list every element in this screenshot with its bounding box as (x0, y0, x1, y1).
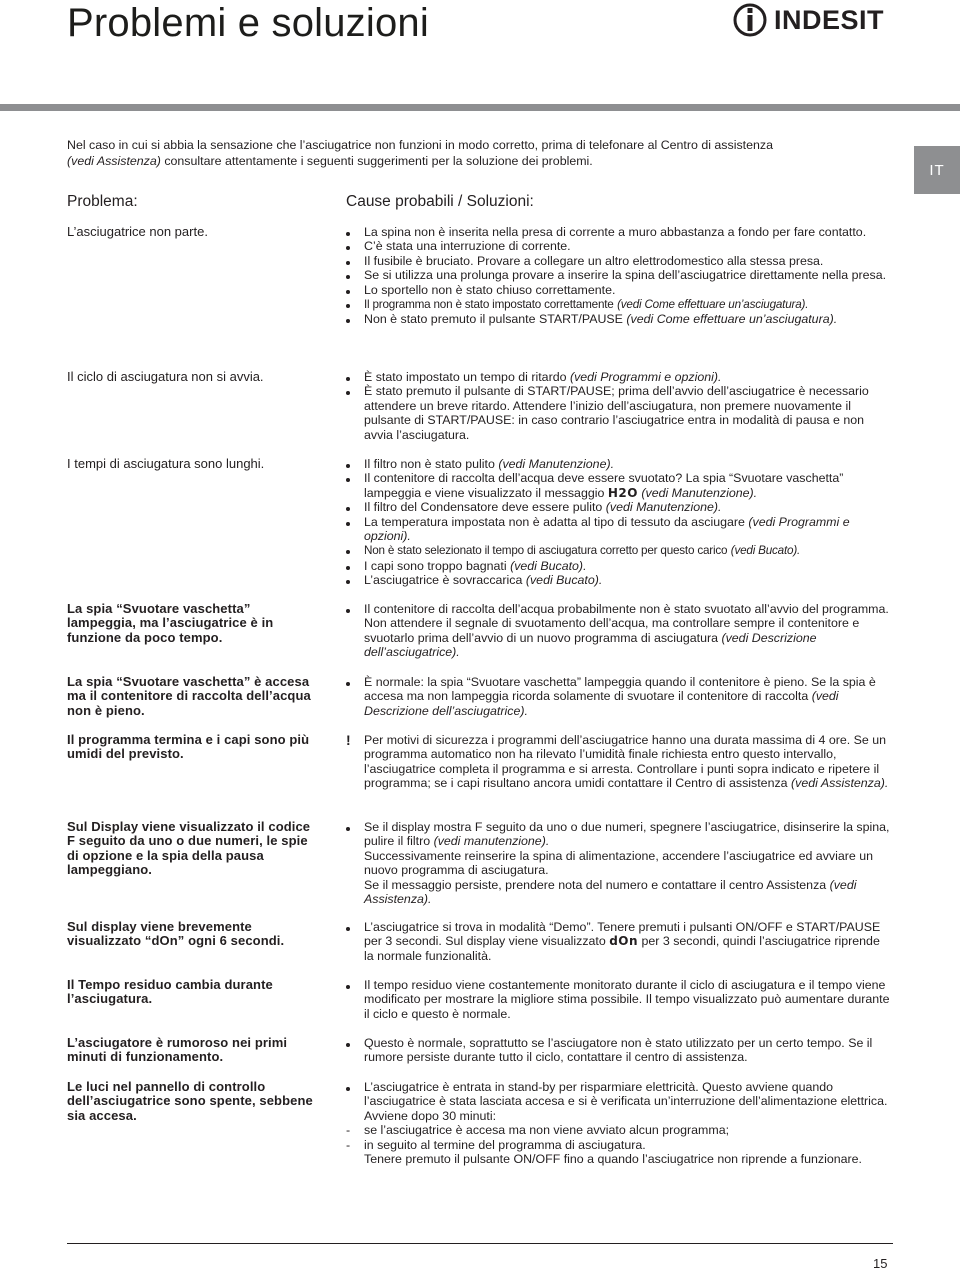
continuation-text: Tenere premuto il pulsante ON/OFF fino a quando l’asciugatrice non riprende a funzionare. (364, 1152, 862, 1167)
cause-item (346, 978, 892, 1021)
cause-text: in seguito al termine del programma di asciugatura. (364, 1137, 646, 1152)
cause-item (346, 457, 892, 471)
bullet-icon (346, 312, 360, 326)
cause-item (346, 500, 892, 514)
bullet-icon (346, 254, 360, 268)
problem-text: Il Tempo residuo cambia durante l’asciugatura. (67, 977, 273, 1007)
cause-reference: (vedi Descrizione dell’asciugatrice). (364, 689, 839, 718)
header-divider (0, 104, 960, 111)
bullet-icon (346, 559, 360, 573)
cause-item (346, 602, 892, 660)
causes-list (346, 602, 892, 660)
bullet-icon (346, 297, 360, 311)
cause-text: Il contenitore di raccolta dell’acqua deve essere svuotato? La spia “Svuotare vaschetta” lampeggia e viene visualizzato il messaggio (364, 471, 844, 500)
cause-text: È stato impostato un tempo di ritardo (364, 370, 567, 384)
bullet-dot (346, 507, 350, 511)
cause-text: Se si utilizza una prolunga provare a inserire la spina dell’asciugatrice direttamente nella presa. (364, 268, 887, 283)
page-number: 15 (873, 1256, 888, 1271)
cause-text: È stato premuto il pulsante di START/PAUSE; prima dell’avvio dell’asciugatrice è necessario attendere un breve ritardo. Attendere l’inizio dell’asciugatura, non premere nuovamente il pulsante di START/PAUSE: in caso contrario l’asciugatrice entra in modalità di pausa e non avvia l’asciugatura. (364, 384, 869, 442)
bullet-icon (346, 471, 360, 485)
bullet-icon (346, 602, 360, 616)
logo-power-icon (732, 2, 768, 38)
indesit-logo (732, 2, 884, 38)
bullet-dot (346, 246, 350, 250)
problem-text: Sul Display viene visualizzato il codice F seguito da uno o due numeri, le spie di opzione e la spia della pausa lampeggiano. (67, 819, 311, 878)
bullet-icon (346, 820, 360, 834)
cause-item (346, 370, 892, 384)
footer-divider (67, 1243, 893, 1244)
display-code: dOn (609, 934, 639, 949)
cause-text: Il filtro non è stato pulito (364, 457, 495, 471)
bullet-icon (346, 1080, 360, 1094)
bullet-icon (346, 370, 360, 384)
continuation-text: Successivamente reinserire la spina di alimentazione, accendere l’asciugatrice ed avviare un nuovo programma di asciugatura. (364, 848, 873, 878)
cause-text: Lo sportello non è stato chiuso correttamente. (364, 282, 616, 297)
problem-text: I tempi di asciugatura sono lunghi. (67, 456, 265, 471)
cause-reference: (vedi Assistenza). (791, 776, 889, 791)
cause-item (346, 820, 892, 849)
intro-paragraph (67, 137, 877, 169)
problem-text: Sul display viene brevemente visualizzato “dOn” ogni 6 secondi. (67, 919, 285, 949)
bullet-dot (346, 304, 350, 308)
problem-text: Le luci nel pannello di controllo dell’asciugatrice sono spente, sebbene sia accesa. (67, 1079, 313, 1123)
cause-reference: (vedi Manutenzione). (641, 485, 758, 500)
cause-text: Il contenitore di raccolta dell’acqua probabilmente non è stato svuotato all’avvio del programma. Non attendere il segnale di svuotamento dell’acqua, ma controllare sempre il contenitore e svuotarlo prima dell’avvio di un nuovo programma di asciugatura (364, 602, 889, 645)
cause-item (346, 268, 892, 282)
causes-list (346, 225, 892, 327)
cause-text: È normale: la spia “Svuotare vaschetta” lampeggia quando il contenitore è pieno. Se la spia è accesa ma non lampeggia ricorda solamente di svuotare il contenitore di raccolta (364, 675, 876, 704)
cause-reference: (vedi Manutenzione). (605, 500, 722, 515)
bullet-icon (346, 268, 360, 282)
language-tab: IT (914, 146, 960, 194)
causes-list (346, 675, 892, 718)
bullet-dot (346, 927, 350, 931)
cause-text: Non è stato selezionato il tempo di asciugatura corretto per questo carico (364, 544, 728, 558)
cause-item (346, 543, 892, 558)
bullet-icon (346, 573, 360, 587)
cause-text: L’asciugatrice è entrata in stand-by per risparmiare elettricità. Questo avviene quando l’asciugatrice è stata lasciata accesa e si è verificata un’interruzione dell’alimentazione elettrica. Avviene dopo 30 minuti: (364, 1080, 888, 1123)
bullet-icon (346, 384, 360, 398)
causes-list (346, 1036, 892, 1065)
intro-text-2: consultare attentamente i seguenti suggerimenti per la soluzione dei problemi. (160, 154, 593, 168)
cause-reference: (vedi Assistenza). (364, 877, 857, 907)
cause-text: se l’asciugatrice è accesa ma non viene avviato alcun programma; (364, 1123, 730, 1138)
cause-item (346, 239, 892, 253)
dash-icon: - (346, 1123, 351, 1138)
cause-item (346, 1123, 892, 1137)
causes-list (346, 920, 892, 963)
warning-icon: ! (346, 732, 351, 748)
cause-reference: (vedi Manutenzione). (498, 457, 615, 471)
bullet-icon (346, 978, 360, 992)
cause-item (346, 515, 892, 544)
cause-item (346, 225, 892, 239)
cause-reference: (vedi Bucato). (510, 558, 587, 573)
bullet-icon (346, 1036, 360, 1050)
intro-reference: (vedi Assistenza) (67, 154, 161, 168)
cause-item (346, 733, 892, 791)
bullet-icon (346, 239, 360, 253)
bullet-dot (346, 522, 350, 526)
bullet-dot (346, 1043, 350, 1047)
causes-list (346, 978, 892, 1021)
causes-list (346, 1080, 892, 1166)
problem-text: L’asciugatrice non parte. (67, 224, 208, 239)
bullet-dot (346, 290, 350, 294)
bullet-dot (346, 319, 350, 323)
cause-item (346, 573, 892, 587)
cause-continuation (346, 1152, 892, 1166)
causes-list (346, 733, 892, 791)
cause-text: Per motivi di sicurezza i programmi dell’asciugatrice hanno una durata massima di 4 ore. Se un programma automatico non ha rilevato l’umidità finale richiesta entro questo intervallo, l’asciugatrice completa il programma e si arresta. Controllare i punti sopra indicato e ripetere il programma; se i capi risultano ancora umidi contattare il Centro di assistenza (364, 733, 887, 791)
cause-item (346, 920, 892, 963)
intro-text: Nel caso in cui si abbia la sensazione che l’asciugatrice non funzioni in modo corretto, prima di telefonare al Centro di assistenza (67, 138, 773, 152)
bullet-dot (346, 609, 350, 613)
cause-text: L’asciugatrice è sovraccarica (364, 573, 523, 588)
problem-text: Il ciclo di asciugatura non si avvia. (67, 369, 264, 384)
bullet-dot (346, 261, 350, 265)
bullet-dot (346, 232, 350, 236)
bullet-dot (346, 550, 350, 554)
causes-list (346, 820, 892, 906)
bullet-icon (346, 543, 360, 557)
causes-list (346, 457, 892, 588)
cause-text: Il programma non è stato impostato correttamente (364, 298, 614, 312)
cause-item (346, 675, 892, 718)
cause-reference: (vedi Programmi e opzioni). (364, 514, 850, 544)
cause-text: C’è stata una interruzione di corrente. (364, 239, 571, 254)
cause-text: Il fusibile è bruciato. Provare a collegare un altro elettrodomestico alla stessa presa. (364, 253, 824, 268)
cause-text: Il filtro del Condensatore deve essere pulito (364, 500, 603, 515)
cause-continuation (346, 849, 892, 878)
problem-text: La spia “Svuotare vaschetta” lampeggia, ma l’asciugatrice è in funzione da poco tempo. (67, 601, 274, 645)
cause-text: La spina non è inserita nella presa di corrente a muro abbastanza a fondo per fare contatto. (364, 225, 867, 239)
bullet-dot (346, 682, 350, 686)
cause-item (346, 1080, 892, 1123)
causes-column-heading: Cause probabili / Soluzioni: (346, 193, 534, 210)
cause-continuation (346, 878, 892, 907)
cause-item (346, 283, 892, 297)
problem-text: La spia “Svuotare vaschetta” è accesa ma il contenitore di raccolta dell’acqua non è pieno. (67, 674, 311, 718)
bullet-icon (346, 457, 360, 471)
cause-text: Il tempo residuo viene costantemente monitorato durante il ciclo di asciugatura e il tempo viene modificato per mostrare la migliore stima possibile. Il tempo visualizzato può aumentare durante il ciclo e questo è normale. (364, 978, 890, 1021)
cause-text: La temperatura impostata non è adatta al tipo di tessuto da asciugare (364, 514, 745, 529)
bullet-dot (346, 985, 350, 989)
bullet-dot (346, 478, 350, 482)
logo-wordmark: INDESIT (774, 5, 885, 35)
cause-reference: (vedi Bucato). (525, 573, 603, 588)
bullet-dot (346, 275, 350, 279)
cause-item (346, 254, 892, 268)
cause-text: Se il display mostra F seguito da uno o due numeri, spegnere l’asciugatrice, disinserire la spina, pulire il filtro (364, 820, 890, 849)
cause-text-continued: per 3 secondi, quindi l’asciugatrice riprende la normale funzionalità. (364, 934, 880, 963)
causes-list (346, 370, 892, 442)
cause-text: L’asciugatrice si trova in modalità “Demo”. Tenere premuti i pulsanti ON/OFF e START/PAUSE per 3 secondi. Sul display viene visualizzato (364, 920, 881, 949)
problem-column-heading: Problema: (67, 193, 138, 210)
problem-text: Il programma termina e i capi sono più umidi del previsto. (67, 732, 310, 762)
cause-reference: (vedi Bucato). (730, 544, 801, 558)
cause-reference: (vedi Programmi e opzioni). (569, 370, 722, 384)
cause-reference: (vedi Come effettuare un’asciugatura). (626, 312, 838, 327)
cause-reference: (vedi Descrizione dell’asciugatrice). (364, 630, 817, 660)
bullet-icon (346, 920, 360, 934)
cause-text: Questo è normale, soprattutto se l’asciugatore non è stato utilizzato per un certo tempo. Se il rumore persiste durante tutto il ciclo, contattare il centro di assistenza. (364, 1036, 873, 1065)
problem-text: L’asciugatore è rumoroso nei primi minuti di funzionamento. (67, 1035, 288, 1065)
page-title: Problemi e soluzioni (67, 1, 429, 45)
cause-item (346, 471, 892, 500)
bullet-icon (346, 675, 360, 689)
cause-item (346, 1036, 892, 1065)
cause-item (346, 297, 892, 312)
bullet-icon (346, 500, 360, 514)
dash-icon: - (346, 1137, 351, 1152)
cause-item (346, 1138, 892, 1152)
cause-text: Non è stato premuto il pulsante START/PAUSE (364, 312, 623, 327)
bullet-dot (346, 566, 350, 570)
bullet-icon (346, 283, 360, 297)
bullet-icon (346, 515, 360, 529)
bullet-icon (346, 225, 360, 239)
bullet-dot (346, 464, 350, 468)
bullet-dot (346, 391, 350, 395)
continuation-text: Se il messaggio persiste, prendere nota del numero e contattare il centro Assistenza (364, 877, 827, 892)
bullet-dot (346, 1087, 350, 1091)
cause-item (346, 312, 892, 326)
bullet-dot (346, 377, 350, 381)
bullet-dot (346, 580, 350, 584)
cause-item (346, 384, 892, 442)
display-code: H2O (607, 485, 638, 500)
cause-reference: (vedi manutenzione). (433, 834, 550, 849)
cause-text: I capi sono troppo bagnati (364, 558, 507, 573)
cause-item (346, 559, 892, 573)
bullet-dot (346, 827, 350, 831)
cause-reference: (vedi Come effettuare un’asciugatura). (617, 298, 809, 312)
